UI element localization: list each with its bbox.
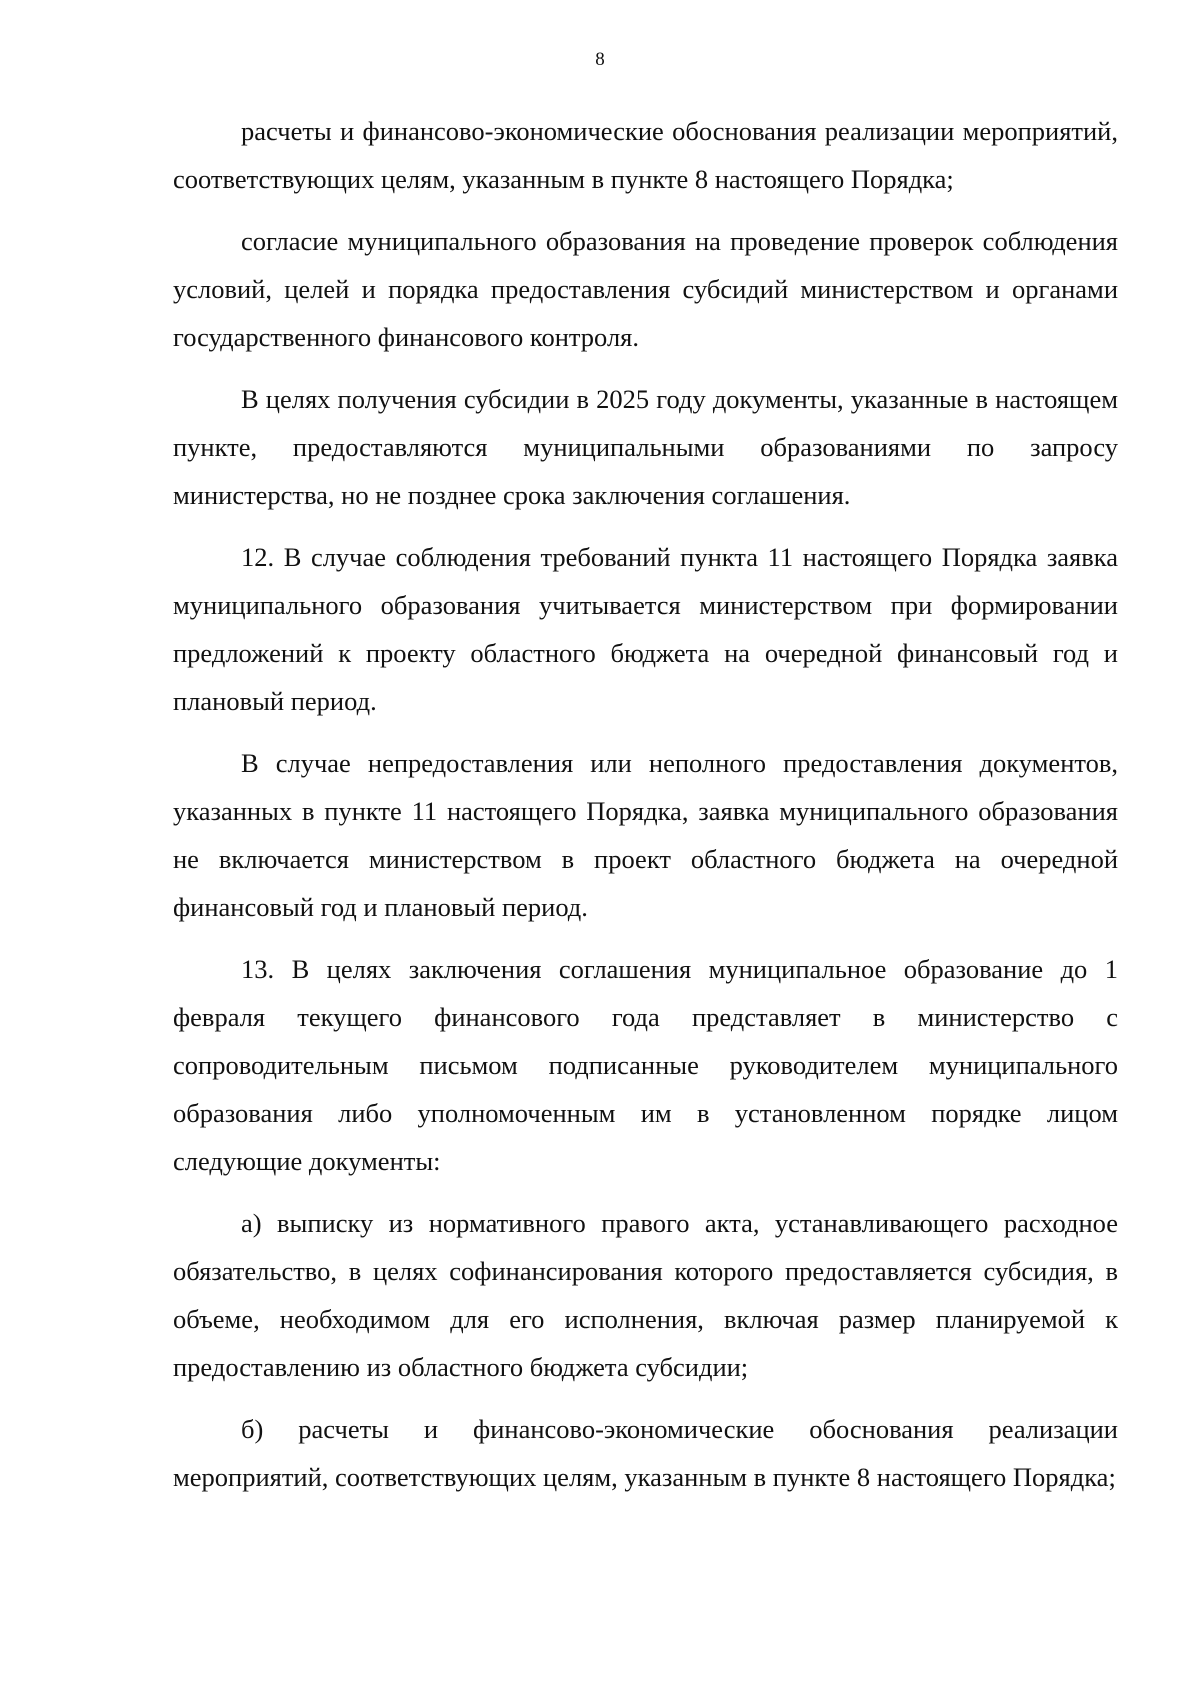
paragraph-2025-documents: В целях получения субсидии в 2025 году документы, указанные в настоящем пункте, предоставляются муниципальными образованиями по запросу министерства, но не позднее срока заключения соглашения. [173,384,1118,510]
paragraph-clause-13: 13. В целях заключения соглашения муниципальное образование до 1 февраля текущего финансового года представляет в министерство с сопроводительным письмом подписанные руководителем муниципального образования либо уполномоченным им в установленном порядке лицом следующие документы: [173,954,1118,1176]
page-number: 8 [595,49,605,70]
paragraph-calculations: расчеты и финансово-экономические обоснования реализации мероприятий, соответствующих целям, указанным в пункте 8 настоящего Порядка; [173,116,1118,194]
list-item-a: а) выписку из нормативного правого акта, устанавливающего расходное обязательство, в целях софинансирования которого предоставляется субсидия, в объеме, необходимом для его исполнения, включая размер планируемой к предоставлению из областного бюджета субсидии; [173,1208,1118,1382]
paragraph-consent: согласие муниципального образования на проведение проверок соблюдения условий, целей и порядка предоставления субсидий министерством и органами государственного финансового контроля. [173,226,1118,352]
list-item-b: б) расчеты и финансово-экономические обоснования реализации мероприятий, соответствующих целям, указанным в пункте 8 настоящего Порядка; [173,1414,1118,1492]
paragraph-non-submission: В случае непредоставления или неполного предоставления документов, указанных в пункте 11 настоящего Порядка, заявка муниципального образования не включается министерством в проект областного бюджета на очередной финансовый год и плановый период. [173,748,1118,922]
document-body [173,107,1118,1515]
paragraph-clause-12: 12. В случае соблюдения требований пункта 11 настоящего Порядка заявка муниципального образования учитывается министерством при формировании предложений к проекту областного бюджета на очередной финансовый год и плановый период. [173,542,1118,716]
